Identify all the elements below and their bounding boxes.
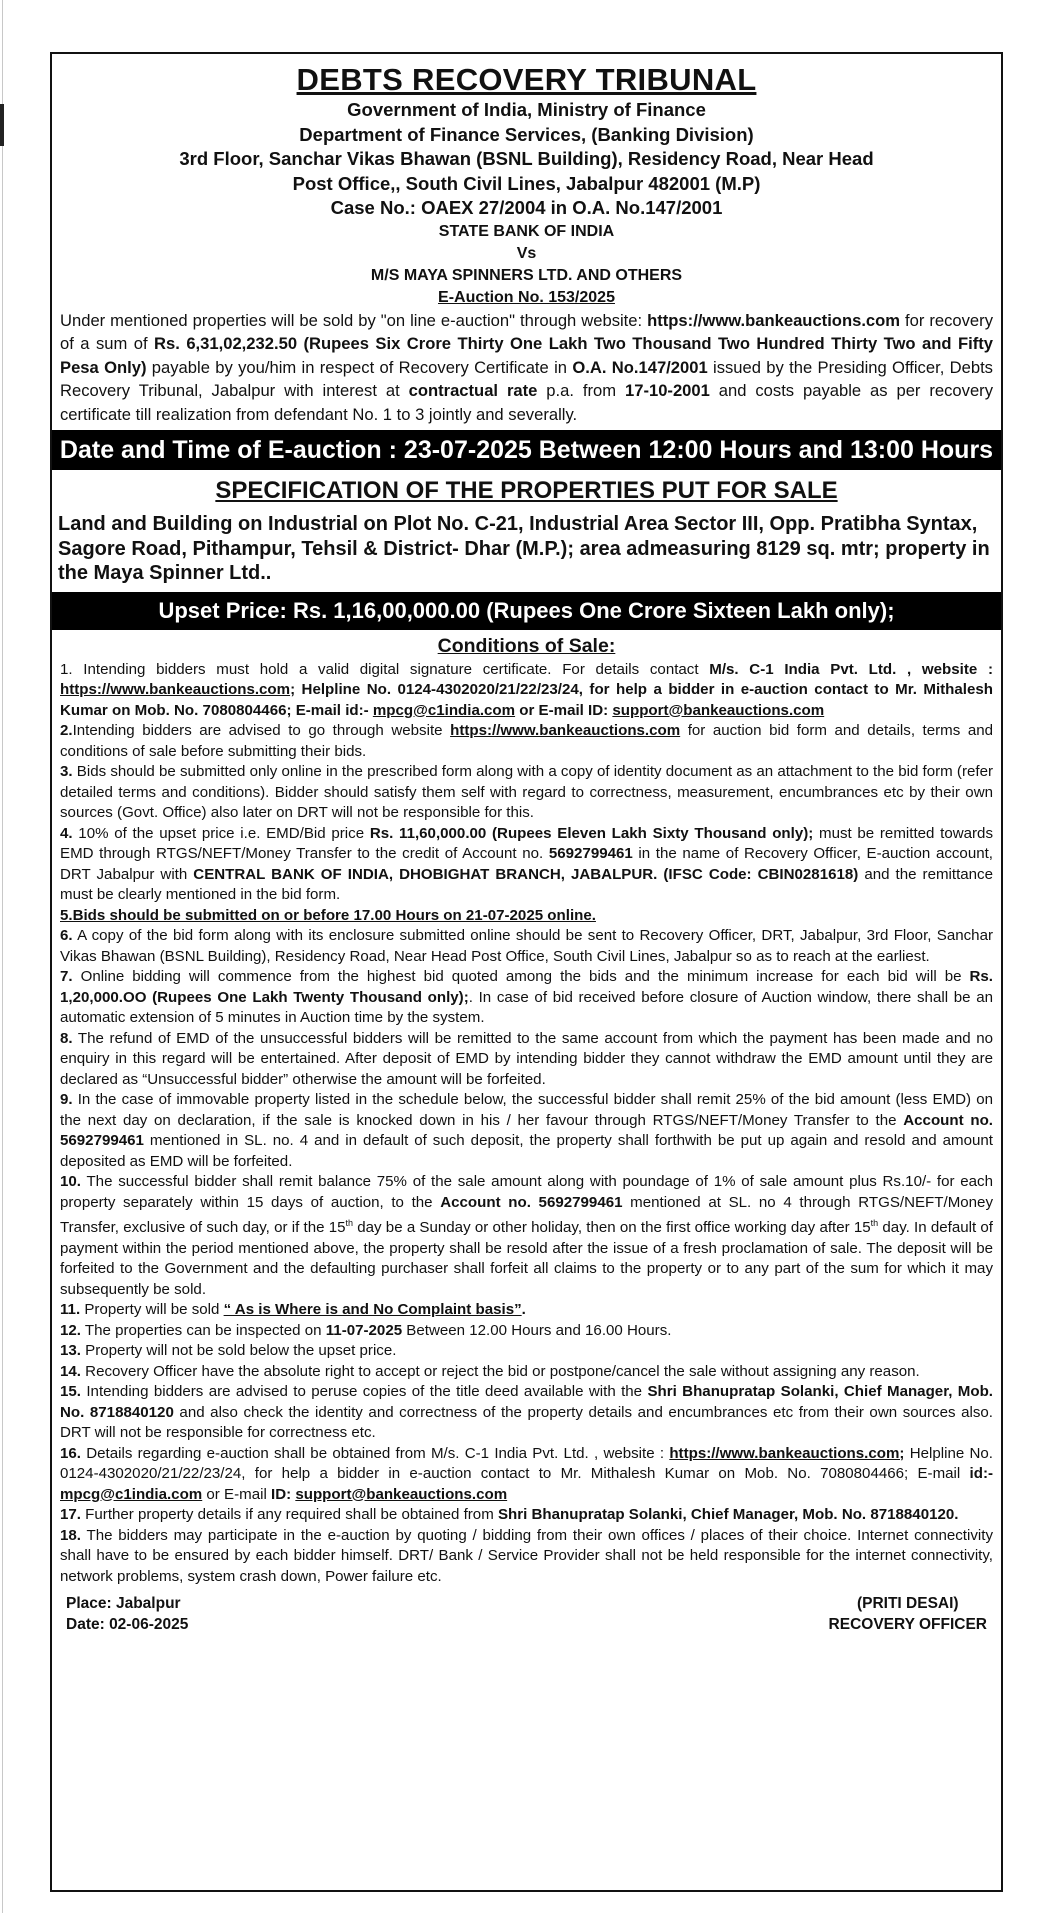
condition-11: [60, 1300, 993, 1321]
condition-bold: “ As is Where is and No Complaint basis”: [223, 1301, 522, 1319]
condition-number: 13.: [60, 1342, 81, 1360]
email-link[interactable]: mpcg@c1india.com: [372, 701, 516, 719]
header-ministry: Government of India, Ministry of Finance: [347, 99, 706, 120]
condition-bold: Rs. 1,20,000.OO (Rupees One Lakh Twenty Thousand only);: [60, 968, 993, 1006]
contact-person: Shri Bhanupratap Solanki, Chief Manager, Mob. No. 8718840120: [60, 1383, 994, 1421]
intro-date: 17-10-2001: [624, 381, 710, 400]
page-edge-line: [2, 0, 3, 1913]
condition-text: Further property details if any required shall be obtained from: [80, 1506, 498, 1524]
condition-number: 9.: [60, 1091, 73, 1108]
condition-12: [60, 1321, 993, 1342]
condition-text: day be a Sunday or other holiday, then on the first office working day after 15: [353, 1219, 871, 1237]
contact-person: Shri Bhanupratap Solanki, Chief Manager, Mob. No. 8718840120.: [497, 1506, 959, 1524]
condition-text: Intending bidders are advised to go through website: [72, 722, 451, 739]
bank-details: CENTRAL BANK OF INDIA, DHOBIGHAT BRANCH, JABALPUR. (IFSC Code: CBIN0281618): [193, 865, 859, 883]
condition-number: 18.: [60, 1526, 81, 1544]
intro-text: payable by you/him in respect of Recovery Certificate in: [146, 357, 573, 377]
condition-bold: ID:: [271, 1485, 296, 1503]
auction-number: E-Auction No. 153/2025: [438, 288, 615, 306]
email-link[interactable]: support@bankeauctions.com: [295, 1485, 508, 1503]
intro-rate: contractual rate: [408, 381, 538, 400]
upset-price-banner: Upset Price: Rs. 1,16,00,000.00 (Rupees One Crore Sixteen Lakh only);: [52, 592, 1001, 630]
property-description: Land and Building on Industrial on Plot No. C-21, Industrial Area Sector III, Opp. Pratibha Syntax, Sagore Road, Pithampur, Tehsil & District- Dhar (M.P.); area admeasuring 8129 sq. mtr; property in the Maya Spinner Ltd..: [58, 513, 990, 584]
condition-text: A copy of the bid form along with its enclosure submitted online should be sent to Recovery Officer, DRT, Jabalpur, 3rd Floor, Sanchar Vikas Bhawan (BSNL Building), Residency Road, Near Head Post Office, South Civil Lines, Jabalpur so as to reach at the earliest.: [60, 927, 993, 965]
condition-3: [60, 762, 993, 824]
superscript: th: [345, 1218, 354, 1228]
condition-text: In the case of immovable property listed in the schedule below, the successful bidder shall remit 25% of the bid amount (less EMD) on the next day on declaration, if the sale is knocked down in his / her favour through RTGS/NEFT/Money Transfer to the: [60, 1091, 993, 1129]
intro-text: issued by the Presiding Officer, Debts Recovery Tribunal, Jabalpur with interest at: [60, 357, 993, 400]
condition-text: Between 12.00 Hours and 16.00 Hours.: [402, 1321, 672, 1339]
intro-text: and costs payable as per recovery certificate till realization from defendant No. 1 to 3 jointly and severally.: [60, 381, 993, 424]
condition-text: 1. Intending bidders must hold a valid digital signature certificate. For details contact: [60, 660, 710, 678]
condition-text: Recovery Officer have the absolute right to accept or reject the bid or postpone/cancel the sale without assigning any reason.: [80, 1362, 920, 1380]
conditions-title: Conditions of Sale:: [437, 634, 616, 657]
condition-text: Bids should be submitted only online in the prescribed form along with a copy of identity document as an attachment to the bid form (refer detailed terms and conditions). Bidder should satisfy them self with regard to correctness, measurement, encumbrances etc by their own sources (Govt. Office) also later on DRT will not be responsible for this.: [60, 763, 993, 821]
condition-bold: M/s. C-1 India Pvt. Ltd. , website :: [709, 660, 993, 678]
condition-text: Property will not be sold below the upset price.: [80, 1342, 397, 1360]
email-link[interactable]: mpcg@c1india.com: [60, 1485, 203, 1503]
condition-bold: Rs. 11,60,000.00 (Rupees Eleven Lakh Sixty Thousand only);: [369, 824, 814, 842]
condition-text: day. In default of payment within the period mentioned above, the property shall be resold after the issue of a fresh proclamation of sale. The deposit will be forfeited to the Government and the defaulting purchaser shall forfeit all claims to the property or to any part of the sum for which it may subsequently be sold.: [60, 1219, 993, 1298]
notice-title: DEBTS RECOVERY TRIBUNAL: [296, 62, 757, 97]
condition-text: for auction bid form and details, terms and conditions of sale before submitting their bids.: [60, 722, 994, 760]
condition-16: [60, 1444, 993, 1506]
condition-text: in the name of Recovery Officer, E-auction account, DRT Jabalpur with: [60, 845, 993, 883]
intro-amount: Rs. 6,31,02,232.50 (Rupees Six Crore Thirty One Lakh Two Thousand Two Hundred Thirty Two and Fifty Pesa Only): [60, 334, 993, 377]
condition-1: [60, 660, 993, 722]
signatory-name: (PRITI DESAI): [856, 1595, 959, 1613]
condition-number: 6.: [60, 927, 73, 944]
intro-paragraph: [52, 309, 1001, 427]
email-link[interactable]: support@bankeauctions.com: [612, 701, 825, 719]
conditions-list: [52, 660, 1001, 1588]
condition-text: must be remitted towards EMD through RTGS/NEFT/Money Transfer to the credit of Account no.: [60, 824, 993, 862]
auction-datetime-banner: Date and Time of E-auction : 23-07-2025 Between 12:00 Hours and 13:00 Hours: [52, 430, 1001, 470]
account-number: 5692799461: [548, 845, 633, 862]
condition-10: [60, 1172, 993, 1300]
condition-number: 16.: [60, 1444, 81, 1462]
condition-text: Details regarding e-auction shall be obtained from M/s. C-1 India Pvt. Ltd. , website :: [80, 1444, 670, 1462]
condition-number: 8.: [60, 1029, 73, 1047]
condition-text: mentioned at SL. no 4 through RTGS/NEFT/Money Transfer, exclusive of such day, or if the 15: [60, 1193, 993, 1237]
condition-text: and the remittance must be clearly mentioned in the bid form.: [60, 865, 994, 903]
versus: Vs: [516, 244, 537, 262]
intro-oa-number: O.A. No.147/2001: [572, 357, 708, 377]
inspection-date: 11-07-2025: [325, 1321, 403, 1339]
account-number: Account no. 5692799461: [440, 1193, 623, 1211]
intro-text: for recovery of a sum of: [60, 310, 993, 353]
condition-text: Property will be sold: [80, 1301, 224, 1319]
condition-17: [60, 1505, 993, 1526]
condition-18: [60, 1526, 993, 1588]
condition-text: The successful bidder shall remit balance 75% of the sale amount along with poundage of 1% of sale amount plus Rs.10/- for each property separately within 15 days of auction, to the: [60, 1173, 993, 1211]
intro-text: p.a. from: [537, 381, 625, 400]
condition-number: 15.: [60, 1383, 81, 1401]
condition-bold: or E-mail ID:: [515, 701, 613, 719]
account-number: Account no. 5692799461: [60, 1111, 993, 1149]
condition-8: [60, 1029, 993, 1091]
specification-title: SPECIFICATION OF THE PROPERTIES PUT FOR SALE: [215, 477, 838, 504]
condition-number: 17.: [60, 1506, 81, 1524]
condition-number: 10.: [60, 1173, 81, 1190]
signatory-designation: RECOVERY OFFICER: [828, 1616, 987, 1634]
condition-text: Intending bidders are advised to peruse copies of the title deed available with the: [80, 1383, 648, 1401]
notice-frame: [50, 52, 1003, 1892]
intro-text: Under mentioned properties will be sold by "on line e-auction" through website:: [60, 310, 648, 330]
website-link[interactable]: https://www.bankeauctions.com;: [669, 1444, 905, 1462]
notice-footer: [52, 1587, 1001, 1635]
condition-text: Online bidding will commence from the highest bid quoted among the bids and the minimum increase for each bid will be: [72, 968, 970, 985]
condition-bold: ; Helpline No. 0124-4302020/21/22/23/24, for help a bidder in e-auction contact to Mr. Mithalesh Kumar on Mob. No. 7080804466; E-mail id:-: [60, 681, 993, 719]
condition-text: 5.Bids should be submitted on or before 17.00 Hours on 21-07-2025 online.: [60, 906, 596, 924]
condition-14: [60, 1362, 993, 1383]
condition-bold: id:-: [969, 1465, 993, 1483]
footer-signature: [829, 1593, 987, 1635]
condition-text: and also check the identity and correctness of the property details and encumbrances etc from their own sources also. DRT will not be responsible for correctness etc.: [60, 1403, 994, 1442]
condition-text: Helpline No. 0124-4302020/21/22/23/24, for help a bidder in e-auction contact to Mr. Mithalesh Kumar on Mob. No. 7080804466; E-mail: [60, 1444, 993, 1483]
header-address-1: 3rd Floor, Sanchar Vikas Bhawan (BSNL Building), Residency Road, Near Head: [179, 148, 874, 169]
condition-number: 14.: [60, 1362, 81, 1380]
condition-text: The bidders may participate in the e-auction by quoting / bidding from their own offices / places of their choice. Internet connectivity shall have to be ensured by each bidder himself. DRT/ Bank / Service Provider shall not be held responsible for the internet connectivity, network problems, system crash down, Power failure etc.: [60, 1526, 993, 1585]
header-department: Department of Finance Services, (Banking Division): [299, 123, 754, 145]
condition-number: 4.: [60, 824, 73, 842]
condition-15: [60, 1382, 993, 1444]
footer-place: Place: Jabalpur: [66, 1595, 181, 1613]
condition-number: 2.: [60, 722, 73, 739]
footer-place-date: [66, 1593, 188, 1635]
website-link[interactable]: https://www.bankeauctions.com: [450, 722, 681, 739]
condition-7: [60, 967, 993, 1029]
condition-text: mentioned in SL. no. 4 and in default of such deposit, the property shall forthwith be put up again and resold and amount deposited as EMD will be forfeited.: [60, 1132, 993, 1170]
condition-2: [60, 721, 993, 762]
condition-number: 12.: [60, 1321, 81, 1339]
condition-number: 11.: [60, 1301, 81, 1319]
condition-number: 3.: [60, 763, 73, 780]
condition-text: The properties can be inspected on: [80, 1321, 326, 1339]
condition-text: or E-mail: [202, 1485, 271, 1503]
footer-date: Date: 02-06-2025: [66, 1616, 189, 1634]
condition-text: 10% of the upset price i.e. EMD/Bid price: [72, 824, 370, 842]
condition-text: The refund of EMD of the unsuccessful bidders will be remitted to the same account from which the payment has been made and no enquiry in this regard will be entertained. After deposit of EMD by intending bidder they cannot withdraw the EMD amount until they are declared as “Unsuccessful bidder” otherwise the amount will be forfeited.: [60, 1029, 993, 1088]
condition-bold: .: [521, 1301, 526, 1319]
party-defendant: M/S MAYA SPINNERS LTD. AND OTHERS: [370, 266, 683, 284]
superscript: th: [870, 1218, 879, 1228]
condition-6: [60, 926, 993, 967]
condition-9: [60, 1090, 993, 1172]
intro-website: https://www.bankeauctions.com: [647, 310, 901, 330]
condition-text: . In case of bid received before closure of Auction window, there shall be an automatic extension of 5 minutes in Auction time by the system.: [60, 988, 993, 1026]
page-edge-mark: [0, 104, 4, 146]
condition-13: [60, 1341, 993, 1362]
condition-number: 7.: [60, 968, 73, 985]
case-number: Case No.: OAEX 27/2004 in O.A. No.147/2001: [330, 197, 723, 218]
condition-5: [60, 906, 993, 927]
condition-4: [60, 824, 993, 906]
header-address-2: Post Office,, South Civil Lines, Jabalpur 482001 (M.P): [292, 172, 761, 194]
party-plaintiff: STATE BANK OF INDIA: [438, 222, 615, 240]
website-link[interactable]: https://www.bankeauctions.com: [60, 681, 291, 698]
